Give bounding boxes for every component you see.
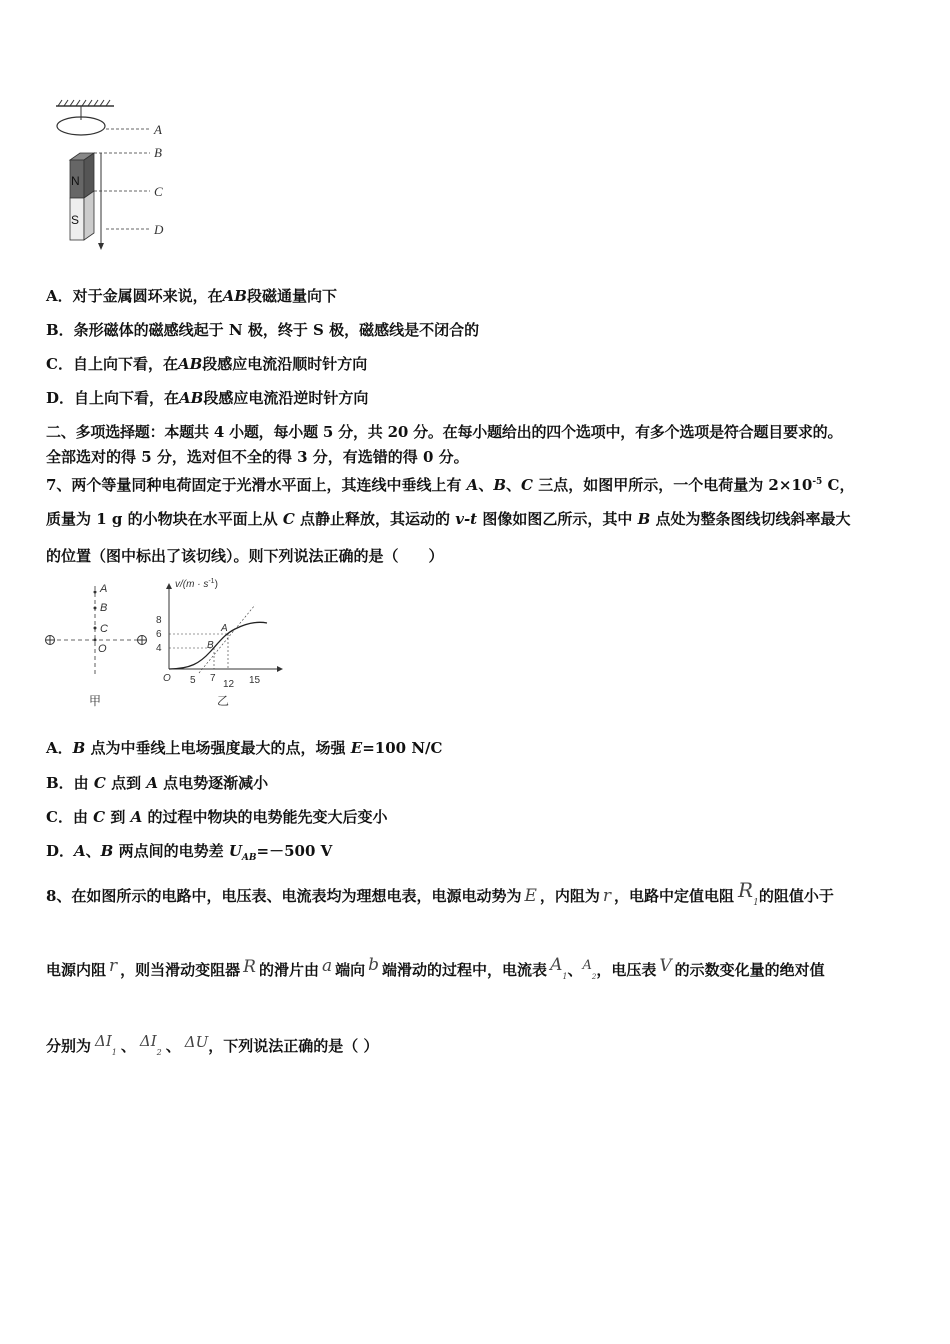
magnet-s-label: S — [71, 213, 80, 227]
fig1-label-d: D — [154, 222, 164, 237]
q6-option-a: A．对于金属圆环来说，在AB段磁通量向下 — [46, 287, 337, 305]
magnet-n-label: N — [71, 174, 80, 188]
fig1-label-a: A — [154, 122, 162, 137]
yi-ytick-8: 8 — [156, 615, 162, 626]
fig1-label-b: B — [154, 145, 162, 160]
section2-heading-line1: 二、多项选择题：本题共 4 小题，每小题 5 分，共 20 分。在每小题给出的四个选项中，有多个选项是符合题目要求的。 — [46, 423, 843, 441]
q8-stem-line3: 分别为 $\Delta I_1$ 、 $\Delta I_2$ 、 ΔU，下列说法正确的是（ ） — [46, 1032, 379, 1057]
jia-label-a: A — [100, 583, 108, 595]
q7-option-b: B．由 C 点到 A 点电势逐渐减小 — [46, 774, 269, 792]
yi-caption: 乙 — [217, 694, 230, 708]
yi-ytick-6: 6 — [156, 629, 162, 640]
q6-option-b: B．条形磁体的磁感线起于 N 极，终于 S 极，磁感线是不闭合的 — [46, 321, 480, 339]
q8-stem-line2: 电源内阻 r ，则当滑动变阻器 R 的滑片由 a 端向 b 端滑动的过程中，电流表 $A_1$、$A_2$，电压表 V 的示数变化量的绝对值 — [46, 955, 825, 981]
fig-jia — [40, 578, 155, 710]
q7-stem-line3: 的位置（图中标出了该切线）。则下列说法正确的是（ ） — [46, 547, 444, 565]
q8-stem-line1: 8、在如图所示的电路中，电压表、电流表均为理想电表，电源电动势为 E ，内阻为 r ，电路中定值电阻 $R_1$的阻值小于 — [46, 878, 834, 908]
yi-point-b: B — [207, 640, 214, 651]
jia-label-o: O — [98, 643, 107, 655]
yi-xtick-5: 5 — [190, 675, 196, 686]
q7-stem-line2: 质量为 1 g 的小物块在水平面上从 C 点静止释放，其运动的 v-t 图像如图乙所示，其中 B 点处为整条图线切线斜率最大 — [46, 510, 851, 528]
q6-option-d: D．自上向下看，在AB段感应电流沿逆时针方向 — [46, 389, 369, 407]
jia-caption: 甲 — [89, 694, 102, 708]
section2-heading-line2: 全部选对的得 5 分，选对但不全的得 3 分，有选错的得 0 分。 — [46, 448, 469, 466]
yi-ytick-4: 4 — [156, 643, 162, 654]
yi-ylabel: $v/(m \cdot s^{-1})$ — [175, 578, 218, 590]
q7-option-d: D．A、B 两点间的电势差 $U_{AB}=-500$ V — [46, 842, 333, 863]
yi-xtick-7: 7 — [210, 673, 216, 684]
yi-xtick-15: 15 — [249, 675, 261, 686]
ring-magnet-figure — [48, 98, 178, 258]
yi-point-a: A — [221, 623, 228, 634]
q6-option-c: C．自上向下看，在AB段感应电流沿顺时针方向 — [46, 355, 368, 373]
q7-option-a: A．B 点为中垂线上电场强度最大的点，场强 E=100 N/C — [46, 739, 443, 757]
fig1-label-c: C — [154, 184, 163, 199]
jia-label-b: B — [100, 602, 108, 614]
yi-origin: O — [163, 673, 171, 684]
fig-yi — [155, 573, 290, 710]
q7-option-c: C．由 C 到 A 的过程中物块的电势能先变大后变小 — [46, 808, 388, 826]
yi-xtick-12: 12 — [223, 679, 235, 690]
jia-label-c: C — [100, 623, 108, 635]
q7-stem-line1: 7、两个等量同种电荷固定于光滑水平面上，其连线中垂线上有 A、B、C 三点，如图甲所示，一个电荷量为 $2\times 10^{-5}$ C， — [46, 476, 855, 494]
